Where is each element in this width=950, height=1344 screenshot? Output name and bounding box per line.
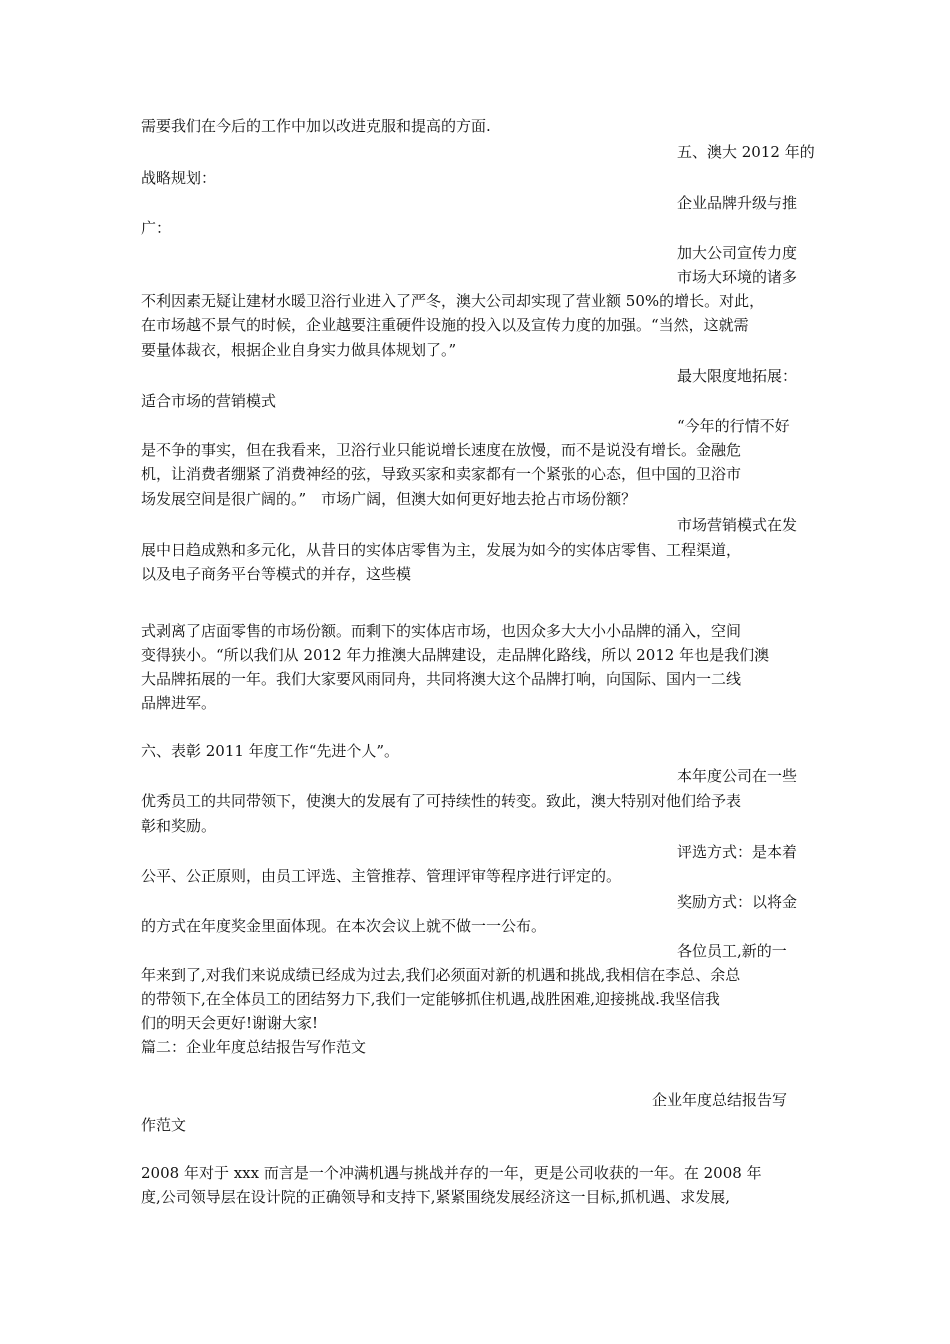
- text-line: 广：: [141, 219, 172, 237]
- text-line: 以及电子商务平台等模式的并存，这些模: [141, 565, 412, 583]
- text-line: 展中日趋成熟和多元化，从昔日的实体店零售为主，发展为如今的实体店零售、工程渠道，: [141, 541, 742, 559]
- text-line: 式剥离了店面零售的市场份额。而剩下的实体店市场，也因众多大大小小品牌的涌入，空间: [141, 622, 742, 640]
- text-line: 度,公司领导层在设计院的正确领导和支持下,紧紧围绕发展经济这一目标,抓机遇、求发展,: [141, 1188, 731, 1206]
- text-line: 2008 年对于 xxx 而言是一个冲满机遇与挑战并存的一年，更是公司收获的一年。在 2008 年: [141, 1164, 762, 1182]
- text-line: 适合市场的营销模式: [141, 392, 277, 410]
- text-line: 需要我们在今后的工作中加以改进克服和提高的方面.: [141, 117, 491, 135]
- text-line: 公平、公正原则，由员工评选、主管推荐、管理评审等程序进行评定的。: [141, 867, 622, 885]
- text-line: 们的明天会更好!谢谢大家!: [141, 1014, 319, 1032]
- text-line: 变得狭小。“所以我们从 2012 年力推澳大品牌建设，走品牌化路线，所以 2012 年也是我们澳: [141, 646, 770, 664]
- text-line: 作范文: [141, 1116, 187, 1134]
- text-line: 市场大环境的诸多: [677, 268, 798, 286]
- text-line: 的带领下,在全体员工的团结努力下,我们一定能够抓住机遇,战胜困难,迎接挑战.我坚信我: [141, 990, 720, 1008]
- text-line: 各位员工,新的一: [677, 942, 787, 960]
- text-line: 战略规划：: [141, 169, 217, 187]
- text-line: 评选方式：是本着: [677, 843, 798, 861]
- section-heading-5: 五、澳大 2012 年的: [677, 143, 815, 161]
- text-line: 奖励方式：以将金: [677, 893, 798, 911]
- text-line: 要量体裁衣，根据企业自身实力做具体规划了。”: [141, 341, 457, 359]
- text-line: 的方式在年度奖金里面体现。在本次会议上就不做一一公布。: [141, 917, 547, 935]
- part-two-heading: 篇二：企业年度总结报告写作范文: [141, 1038, 367, 1056]
- text-line: 市场营销模式在发: [677, 516, 798, 534]
- text-line: 大品牌拓展的一年。我们大家要风雨同舟，共同将澳大这个品牌打响，向国际、国内一二线: [141, 670, 742, 688]
- text-line: 企业品牌升级与推: [677, 194, 798, 212]
- text-line: 最大限度地拓展：: [677, 367, 798, 385]
- text-line: 场发展空间是很广阔的。” 市场广阔，但澳大如何更好地去抢占市场份额？: [141, 490, 637, 508]
- text-line: 彰和奖励。: [141, 817, 217, 835]
- text-line: 品牌进军。: [141, 694, 217, 712]
- text-line: 企业年度总结报告写: [652, 1091, 788, 1109]
- text-line: 是不争的事实，但在我看来，卫浴行业只能说增长速度在放慢，而不是说没有增长。金融危: [141, 441, 742, 459]
- section-heading-6: 六、表彰 2011 年度工作“先进个人”。: [141, 742, 400, 760]
- text-line: 优秀员工的共同带领下，使澳大的发展有了可持续性的转变。致此，澳大特别对他们给予表: [141, 792, 742, 810]
- text-line: 年来到了,对我们来说成绩已经成为过去,我们必须面对新的机遇和挑战,我相信在李总、余总: [141, 966, 741, 984]
- text-line: 在市场越不景气的时候，企业越要注重硬件设施的投入以及宣传力度的加强。“当然，这就需: [141, 316, 749, 334]
- text-line: 机，让消费者绷紧了消费神经的弦，导致买家和卖家都有一个紧张的心态，但中国的卫浴市: [141, 465, 742, 483]
- text-line: “今年的行情不好: [677, 417, 790, 435]
- text-line: 本年度公司在一些: [677, 767, 798, 785]
- text-line: 加大公司宣传力度: [677, 244, 798, 262]
- text-line: 不利因素无疑让建材水暖卫浴行业进入了严冬，澳大公司却实现了营业额 50%的增长。对此，: [141, 292, 765, 310]
